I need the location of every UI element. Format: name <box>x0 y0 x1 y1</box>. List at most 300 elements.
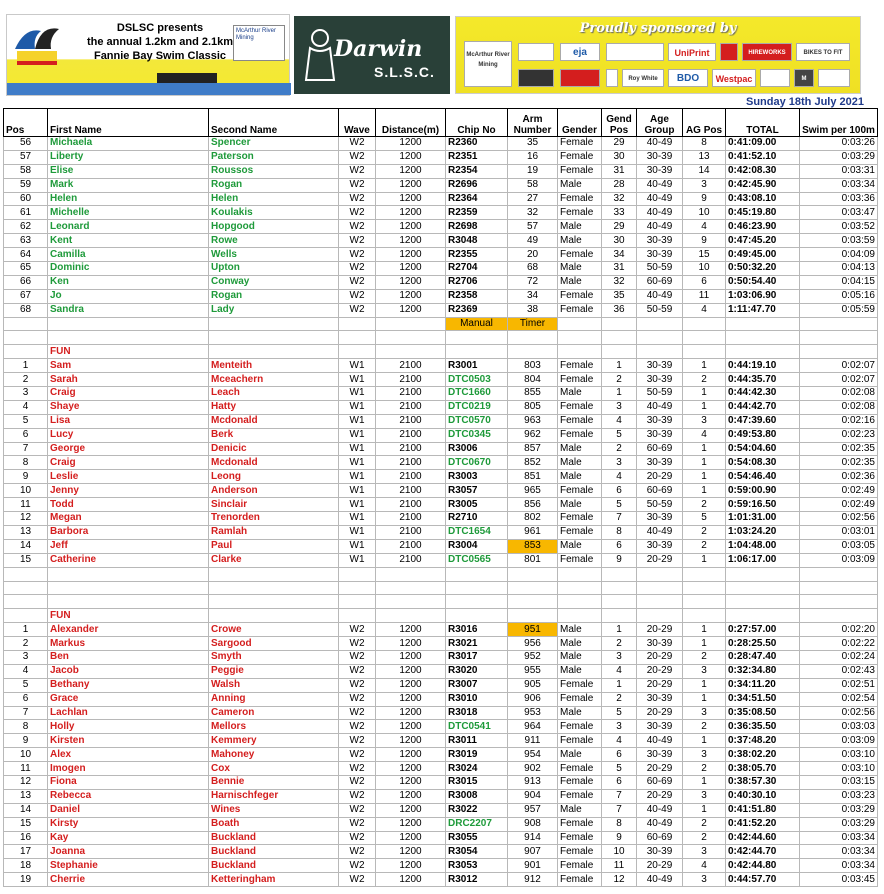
cell-11: 0:37:48.20 <box>726 734 800 748</box>
empty-cell <box>602 331 637 345</box>
cell-7: Female <box>558 512 602 526</box>
col-age-group: Age Group <box>637 109 683 137</box>
col-gend-pos: Gend Pos <box>602 109 637 137</box>
cell-9: 20-29 <box>637 706 683 720</box>
cell-9: 50-59 <box>637 387 683 401</box>
cell-1: Megan <box>48 512 209 526</box>
cell-8: 12 <box>602 873 637 887</box>
cell-10: 4 <box>683 428 726 442</box>
cell-8: 4 <box>602 470 637 484</box>
empty-cell <box>558 317 602 331</box>
cell-8: 35 <box>602 289 637 303</box>
cell-10: 13 <box>683 150 726 164</box>
cell-2: Lady <box>209 303 339 317</box>
table-row <box>4 262 878 276</box>
table-row <box>4 164 878 178</box>
cell-7: Female <box>558 525 602 539</box>
cell-4: 1200 <box>376 859 446 873</box>
cell-8: 30 <box>602 150 637 164</box>
cell-2: Rowe <box>209 234 339 248</box>
cell-10: 1 <box>683 803 726 817</box>
cell-8: 11 <box>602 859 637 873</box>
cell-9: 60-69 <box>637 831 683 845</box>
sponsor-logo-12: Roy White <box>622 69 664 87</box>
cell-2: Koulakis <box>209 206 339 220</box>
cell-1: Lachlan <box>48 706 209 720</box>
cell-9: 20-29 <box>637 470 683 484</box>
spacer-row <box>4 331 878 345</box>
cell-12: 0:02:35 <box>800 456 878 470</box>
cell-6: 962 <box>508 428 558 442</box>
cell-7: Male <box>558 637 602 651</box>
banner-stripe <box>157 73 217 83</box>
cell-3: W2 <box>339 789 376 803</box>
table-row <box>4 831 878 845</box>
cell-3: W1 <box>339 539 376 553</box>
table-row <box>4 137 878 151</box>
presents-line-2: the annual 1.2km and 2.1km <box>86 36 234 48</box>
cell-8: 28 <box>602 178 637 192</box>
cell-11: 0:46:23.90 <box>726 220 800 234</box>
manual-label: Manual <box>446 317 508 331</box>
sponsor-panel <box>455 16 861 94</box>
cell-3: W2 <box>339 859 376 873</box>
empty-cell <box>4 581 48 595</box>
cell-7: Male <box>558 623 602 637</box>
col-chip-no: Chip No <box>446 109 508 137</box>
cell-12: 0:03:47 <box>800 206 878 220</box>
cell-8: 3 <box>602 650 637 664</box>
cell-6: 35 <box>508 137 558 151</box>
cell-2: Ketteringham <box>209 873 339 887</box>
cell-0: 5 <box>4 414 48 428</box>
cell-6: 34 <box>508 289 558 303</box>
empty-cell <box>209 609 339 623</box>
cell-3: W2 <box>339 803 376 817</box>
cell-11: 0:43:08.10 <box>726 192 800 206</box>
empty-cell <box>508 581 558 595</box>
cell-3: W1 <box>339 414 376 428</box>
cell-3: W1 <box>339 428 376 442</box>
cell-4: 2100 <box>376 414 446 428</box>
cell-12: 0:02:24 <box>800 650 878 664</box>
cell-1: Sam <box>48 359 209 373</box>
cell-3: W2 <box>339 262 376 276</box>
results-table <box>3 108 878 887</box>
cell-5: R3018 <box>446 706 508 720</box>
cell-3: W1 <box>339 456 376 470</box>
cell-4: 1200 <box>376 192 446 206</box>
empty-cell <box>558 331 602 345</box>
cell-8: 6 <box>602 775 637 789</box>
cell-0: 9 <box>4 470 48 484</box>
cell-3: W1 <box>339 373 376 387</box>
cell-6: 956 <box>508 637 558 651</box>
cell-6: 907 <box>508 845 558 859</box>
cell-9: 40-49 <box>637 206 683 220</box>
cell-8: 9 <box>602 553 637 567</box>
table-row <box>4 400 878 414</box>
cell-4: 1200 <box>376 789 446 803</box>
cell-4: 2100 <box>376 456 446 470</box>
empty-cell <box>376 609 446 623</box>
cell-9: 30-39 <box>637 164 683 178</box>
cell-4: 1200 <box>376 664 446 678</box>
cell-12: 0:03:34 <box>800 831 878 845</box>
cell-0: 11 <box>4 498 48 512</box>
cell-9: 30-39 <box>637 373 683 387</box>
cell-2: Walsh <box>209 678 339 692</box>
table-row <box>4 803 878 817</box>
cell-10: 1 <box>683 470 726 484</box>
cell-3: W2 <box>339 220 376 234</box>
cell-5: R3005 <box>446 498 508 512</box>
cell-10: 4 <box>683 859 726 873</box>
cell-4: 1200 <box>376 262 446 276</box>
cell-7: Female <box>558 859 602 873</box>
cell-4: 1200 <box>376 220 446 234</box>
table-row <box>4 512 878 526</box>
empty-cell <box>800 345 878 359</box>
empty-cell <box>209 331 339 345</box>
cell-10: 2 <box>683 539 726 553</box>
col-ag-pos: AG Pos <box>683 109 726 137</box>
cell-2: Buckland <box>209 845 339 859</box>
cell-11: 0:42:44.70 <box>726 845 800 859</box>
cell-4: 2100 <box>376 359 446 373</box>
empty-cell <box>339 331 376 345</box>
table-row <box>4 206 878 220</box>
cell-11: 0:45:19.80 <box>726 206 800 220</box>
cell-8: 2 <box>602 637 637 651</box>
cell-9: 20-29 <box>637 762 683 776</box>
cell-1: Kirsty <box>48 817 209 831</box>
cell-12: 0:03:10 <box>800 762 878 776</box>
cell-6: 32 <box>508 206 558 220</box>
cell-1: Camilla <box>48 248 209 262</box>
cell-9: 30-39 <box>637 512 683 526</box>
cell-2: Upton <box>209 262 339 276</box>
table-row <box>4 387 878 401</box>
cell-11: 0:44:42.70 <box>726 400 800 414</box>
empty-cell <box>48 331 209 345</box>
cell-6: 20 <box>508 248 558 262</box>
empty-cell <box>558 609 602 623</box>
cell-4: 1200 <box>376 137 446 151</box>
cell-9: 20-29 <box>637 650 683 664</box>
empty-cell <box>683 581 726 595</box>
cell-0: 8 <box>4 720 48 734</box>
empty-cell <box>726 345 800 359</box>
cell-9: 30-39 <box>637 359 683 373</box>
cell-2: Mcdonald <box>209 414 339 428</box>
cell-6: 804 <box>508 373 558 387</box>
empty-cell <box>508 345 558 359</box>
cell-5: R3015 <box>446 775 508 789</box>
empty-cell <box>209 595 339 609</box>
cell-3: W2 <box>339 637 376 651</box>
cell-5: DRC2207 <box>446 817 508 831</box>
cell-0: 15 <box>4 553 48 567</box>
table-row <box>4 456 878 470</box>
empty-cell <box>339 595 376 609</box>
cell-7: Male <box>558 748 602 762</box>
cell-11: 0:38:02.20 <box>726 748 800 762</box>
cell-5: R3010 <box>446 692 508 706</box>
darwin-title: Darwin <box>334 36 423 62</box>
cell-1: Barbora <box>48 525 209 539</box>
cell-8: 31 <box>602 262 637 276</box>
cell-11: 0:44:42.30 <box>726 387 800 401</box>
cell-9: 50-59 <box>637 498 683 512</box>
cell-4: 1200 <box>376 762 446 776</box>
cell-5: R3024 <box>446 762 508 776</box>
empty-cell <box>683 609 726 623</box>
table-row <box>4 539 878 553</box>
cell-4: 1200 <box>376 164 446 178</box>
empty-cell <box>637 345 683 359</box>
cell-5: R3054 <box>446 845 508 859</box>
empty-cell <box>48 581 209 595</box>
cell-0: 57 <box>4 150 48 164</box>
cell-5: R3007 <box>446 678 508 692</box>
cell-0: 17 <box>4 845 48 859</box>
cell-0: 3 <box>4 387 48 401</box>
cell-8: 6 <box>602 748 637 762</box>
empty-cell <box>637 317 683 331</box>
table-row <box>4 275 878 289</box>
cell-3: W1 <box>339 359 376 373</box>
cell-5: R3017 <box>446 650 508 664</box>
cell-4: 2100 <box>376 512 446 526</box>
cell-0: 1 <box>4 623 48 637</box>
cell-3: W1 <box>339 484 376 498</box>
empty-cell <box>48 567 209 581</box>
cell-4: 1200 <box>376 803 446 817</box>
cell-12: 0:05:16 <box>800 289 878 303</box>
cell-2: Conway <box>209 275 339 289</box>
cell-12: 0:02:22 <box>800 637 878 651</box>
cell-3: W2 <box>339 762 376 776</box>
cell-0: 11 <box>4 762 48 776</box>
cell-2: Harnischfeger <box>209 789 339 803</box>
col-pos: Pos <box>4 109 48 137</box>
cell-8: 32 <box>602 192 637 206</box>
empty-cell <box>209 317 339 331</box>
cell-2: Menteith <box>209 359 339 373</box>
cell-8: 7 <box>602 789 637 803</box>
cell-1: Michaela <box>48 137 209 151</box>
cell-2: Anning <box>209 692 339 706</box>
cell-3: W2 <box>339 775 376 789</box>
cell-8: 32 <box>602 275 637 289</box>
table-row <box>4 178 878 192</box>
cell-6: 58 <box>508 178 558 192</box>
empty-cell <box>637 567 683 581</box>
cell-10: 1 <box>683 775 726 789</box>
cell-10: 3 <box>683 706 726 720</box>
cell-7: Female <box>558 789 602 803</box>
cell-6: 852 <box>508 456 558 470</box>
cell-9: 30-39 <box>637 414 683 428</box>
cell-8: 29 <box>602 137 637 151</box>
cell-9: 30-39 <box>637 637 683 651</box>
cell-7: Male <box>558 539 602 553</box>
cell-1: Fiona <box>48 775 209 789</box>
table-row <box>4 359 878 373</box>
cell-1: Craig <box>48 456 209 470</box>
cell-1: Jo <box>48 289 209 303</box>
section-label: FUN <box>48 345 209 359</box>
cell-8: 10 <box>602 845 637 859</box>
cell-0: 15 <box>4 817 48 831</box>
cell-6: 955 <box>508 664 558 678</box>
cell-8: 1 <box>602 678 637 692</box>
cell-3: W1 <box>339 498 376 512</box>
cell-4: 2100 <box>376 525 446 539</box>
cell-11: 0:28:25.50 <box>726 637 800 651</box>
cell-0: 56 <box>4 137 48 151</box>
cell-12: 0:02:23 <box>800 428 878 442</box>
cell-1: Markus <box>48 637 209 651</box>
cell-3: W2 <box>339 845 376 859</box>
table-row <box>4 637 878 651</box>
empty-cell <box>376 595 446 609</box>
cell-10: 2 <box>683 817 726 831</box>
cell-6: 954 <box>508 748 558 762</box>
empty-cell <box>683 317 726 331</box>
cell-9: 20-29 <box>637 859 683 873</box>
cell-10: 2 <box>683 720 726 734</box>
cell-5: DTC0219 <box>446 400 508 414</box>
cell-12: 0:03:36 <box>800 192 878 206</box>
cell-12: 0:04:13 <box>800 262 878 276</box>
cell-1: Lucy <box>48 428 209 442</box>
cell-9: 40-49 <box>637 220 683 234</box>
cell-9: 20-29 <box>637 678 683 692</box>
empty-cell <box>637 331 683 345</box>
cell-0: 64 <box>4 248 48 262</box>
table-row <box>4 289 878 303</box>
cell-7: Female <box>558 373 602 387</box>
empty-cell <box>446 609 508 623</box>
cell-12: 0:02:56 <box>800 706 878 720</box>
table-row <box>4 762 878 776</box>
cell-6: 951 <box>508 623 558 637</box>
cell-12: 0:02:51 <box>800 678 878 692</box>
empty-cell <box>683 595 726 609</box>
empty-cell <box>800 609 878 623</box>
cell-0: 61 <box>4 206 48 220</box>
empty-cell <box>446 345 508 359</box>
cell-12: 0:02:54 <box>800 692 878 706</box>
cell-11: 0:35:08.50 <box>726 706 800 720</box>
cell-6: 851 <box>508 470 558 484</box>
cell-5: R3006 <box>446 442 508 456</box>
cell-4: 1200 <box>376 206 446 220</box>
table-row <box>4 428 878 442</box>
sponsor-logo-8: BIKES TO FIT <box>796 43 850 61</box>
cell-9: 50-59 <box>637 262 683 276</box>
cell-3: W2 <box>339 706 376 720</box>
cell-4: 1200 <box>376 637 446 651</box>
cell-8: 4 <box>602 734 637 748</box>
cell-0: 18 <box>4 859 48 873</box>
cell-5: R3055 <box>446 831 508 845</box>
cell-9: 40-49 <box>637 817 683 831</box>
cell-5: DTC1654 <box>446 525 508 539</box>
cell-8: 3 <box>602 456 637 470</box>
cell-12: 0:03:26 <box>800 137 878 151</box>
table-row <box>4 150 878 164</box>
section-fun-row <box>4 609 878 623</box>
cell-5: DTC0565 <box>446 553 508 567</box>
cell-2: Trenorden <box>209 512 339 526</box>
cell-11: 0:41:52.10 <box>726 150 800 164</box>
cell-11: 0:50:32.20 <box>726 262 800 276</box>
cell-8: 3 <box>602 400 637 414</box>
cell-6: 856 <box>508 498 558 512</box>
cell-5: R3001 <box>446 359 508 373</box>
cell-3: W2 <box>339 150 376 164</box>
empty-cell <box>209 345 339 359</box>
empty-cell <box>48 595 209 609</box>
cell-10: 15 <box>683 248 726 262</box>
cell-9: 60-69 <box>637 484 683 498</box>
empty-cell <box>726 581 800 595</box>
cell-1: Kirsten <box>48 734 209 748</box>
cell-10: 2 <box>683 762 726 776</box>
cell-4: 2100 <box>376 387 446 401</box>
sponsor-logo-10 <box>560 69 600 87</box>
cell-11: 0:47:45.20 <box>726 234 800 248</box>
cell-11: 0:40:30.10 <box>726 789 800 803</box>
table-row <box>4 664 878 678</box>
cell-2: Wells <box>209 248 339 262</box>
table-row <box>4 234 878 248</box>
cell-10: 4 <box>683 220 726 234</box>
cell-6: 908 <box>508 817 558 831</box>
cell-11: 0:41:51.80 <box>726 803 800 817</box>
cell-1: Jeff <box>48 539 209 553</box>
cell-12: 0:03:31 <box>800 164 878 178</box>
col-distance: Distance(m) <box>376 109 446 137</box>
cell-0: 5 <box>4 678 48 692</box>
cell-5: R2359 <box>446 206 508 220</box>
cell-12: 0:02:08 <box>800 400 878 414</box>
cell-9: 40-49 <box>637 137 683 151</box>
cell-9: 30-39 <box>637 720 683 734</box>
cell-3: W1 <box>339 525 376 539</box>
cell-10: 1 <box>683 387 726 401</box>
cell-3: W2 <box>339 692 376 706</box>
table-row <box>4 706 878 720</box>
empty-cell <box>637 595 683 609</box>
cell-1: Helen <box>48 192 209 206</box>
empty-cell <box>446 581 508 595</box>
cell-11: 0:44:19.10 <box>726 359 800 373</box>
cell-7: Female <box>558 164 602 178</box>
sponsor-logo-6 <box>720 43 738 61</box>
cell-9: 40-49 <box>637 734 683 748</box>
cell-5: DTC0570 <box>446 414 508 428</box>
cell-0: 67 <box>4 289 48 303</box>
cell-8: 7 <box>602 803 637 817</box>
cell-10: 1 <box>683 456 726 470</box>
cell-6: 805 <box>508 400 558 414</box>
table-row <box>4 775 878 789</box>
cell-12: 0:03:03 <box>800 720 878 734</box>
